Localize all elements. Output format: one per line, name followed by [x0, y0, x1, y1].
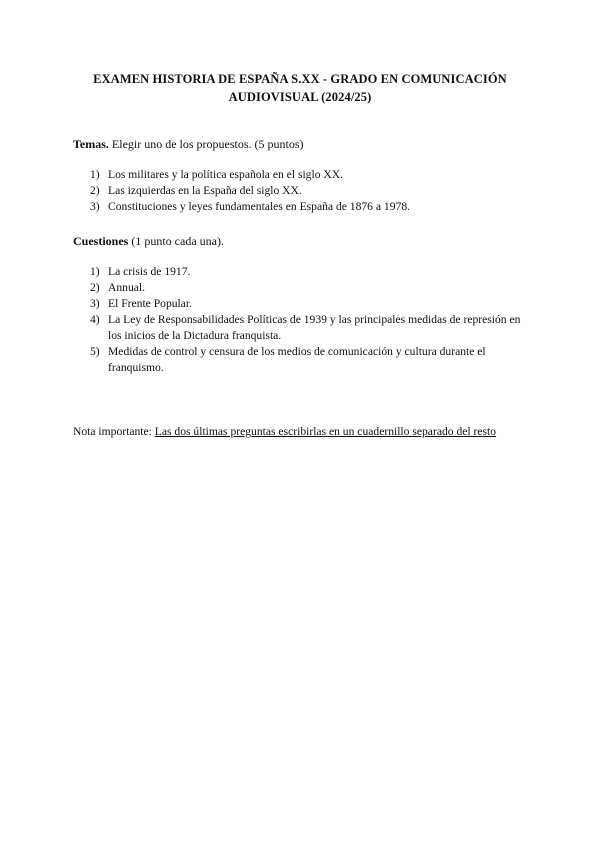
list-item [90, 280, 535, 296]
list-item [90, 167, 535, 183]
item-number: 1) [90, 168, 100, 181]
cuestiones-heading-line [73, 233, 224, 249]
exam-title [60, 70, 540, 106]
list-item [90, 199, 535, 215]
cuestiones-list [90, 264, 535, 376]
temas-heading-line [73, 136, 304, 152]
temas-heading: Temas. [73, 137, 109, 151]
item-number: 5) [90, 345, 100, 358]
item-number: 1) [90, 265, 100, 278]
title-line-1: EXAMEN HISTORIA DE ESPAÑA S.XX - GRADO EN COMUNICACIÓN [93, 72, 507, 86]
list-item [90, 344, 535, 376]
item-number: 3) [90, 200, 100, 213]
note-label: Nota importante: [73, 425, 155, 438]
cuestiones-instruction: (1 punto cada una). [128, 234, 224, 248]
item-number: 4) [90, 313, 100, 326]
item-text: Los militares y la política española en el siglo XX. [108, 168, 344, 181]
temas-list [90, 167, 535, 215]
list-item [90, 183, 535, 199]
item-text: La crisis de 1917. [108, 265, 191, 278]
item-number: 3) [90, 297, 100, 310]
item-number: 2) [90, 281, 100, 294]
item-text: Las izquierdas en la España del siglo XX. [108, 184, 302, 197]
item-text: Annual. [108, 281, 146, 294]
temas-instruction: Elegir uno de los propuestos. (5 puntos) [108, 137, 304, 151]
title-line-2: AUDIOVISUAL (2024/25) [228, 90, 372, 104]
item-text: Medidas de control y censura de los medios de comunicación y cultura durante el franquismo. [108, 345, 486, 374]
cuestiones-heading: Cuestiones [73, 234, 129, 248]
note-text: Las dos últimas preguntas escribirlas en un cuadernillo separado del resto [154, 425, 497, 438]
list-item [90, 264, 535, 280]
item-text: El Frente Popular. [108, 297, 193, 310]
item-number: 2) [90, 184, 100, 197]
important-note [73, 424, 496, 440]
list-item [90, 312, 535, 344]
item-text: La Ley de Responsabilidades Políticas de 1939 y las principales medidas de represión en los inicios de la Dictadura franquista. [108, 313, 521, 342]
list-item [90, 296, 535, 312]
item-text: Constituciones y leyes fundamentales en España de 1876 a 1978. [108, 200, 411, 213]
